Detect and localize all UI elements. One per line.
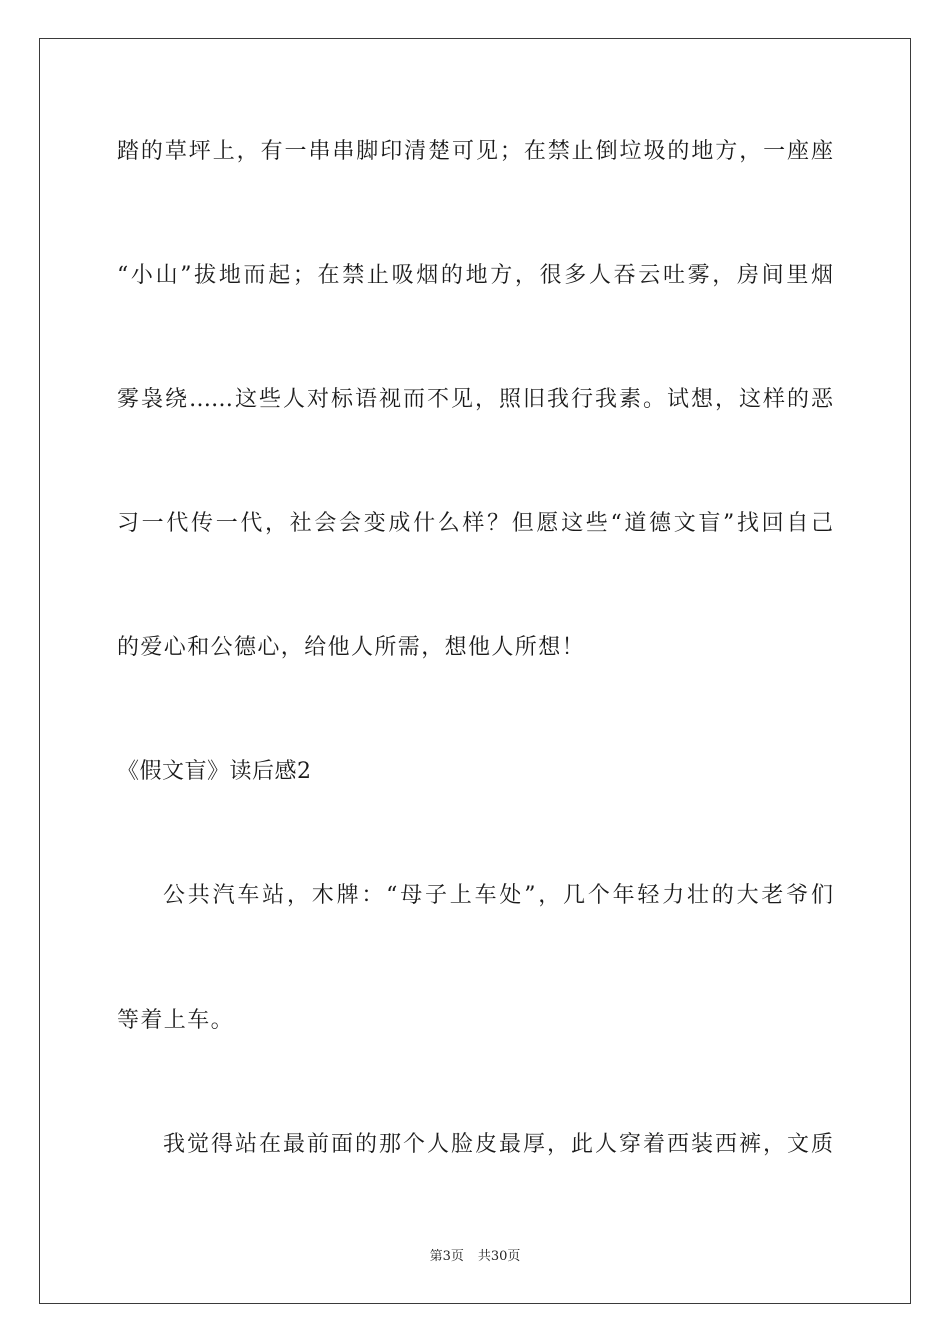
page-number: 第3页 (429, 1249, 464, 1264)
paragraph2-line-1: 公共汽车站，木牌：“母子上车处”，几个年轻力壮的大老爷们 (163, 883, 833, 908)
text-line-2: “小山”拔地而起；在禁止吸烟的地方，很多人吞云吐雾，房间里烟 (117, 263, 833, 288)
text-line-4: 习一代传一代，社会会变成什么样？但愿这些“道德文盲”找回自己 (117, 511, 833, 536)
page-footer (0, 1248, 950, 1266)
paragraph3-line-1: 我觉得站在最前面的那个人脸皮最厚，此人穿着西装西裤，文质 (163, 1132, 833, 1157)
text-line-3: 雾袅绕……这些人对标语视而不见，照旧我行我素。试想，这样的恶 (117, 387, 833, 412)
section-heading: 《假文盲》读后感2 (117, 759, 312, 784)
text-line-5: 的爱心和公德心，给他人所需，想他人所想！ (117, 635, 586, 660)
page-total: 共30页 (477, 1249, 521, 1264)
text-line-1: 踏的草坪上，有一串串脚印清楚可见；在禁止倒垃圾的地方，一座座 (117, 139, 833, 164)
paragraph2-line-2: 等着上车。 (117, 1008, 235, 1033)
page-border (39, 38, 911, 1304)
